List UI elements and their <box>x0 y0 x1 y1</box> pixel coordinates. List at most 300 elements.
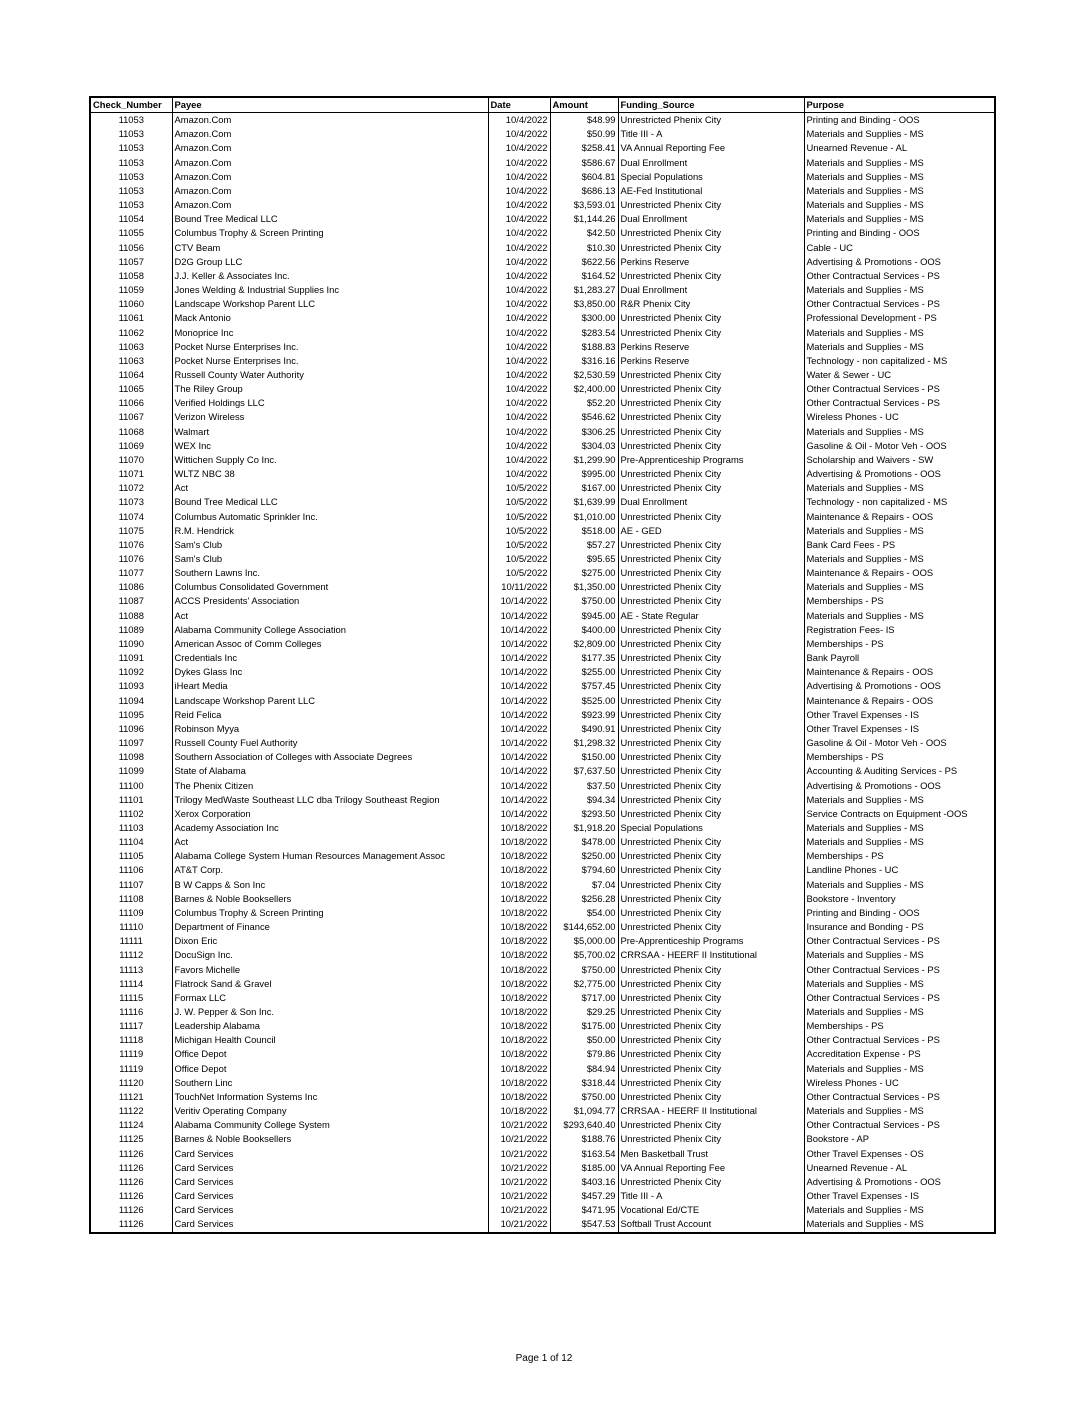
check-number-cell: 11064 <box>118 368 144 380</box>
payee-cell: Southern Lawns Inc. <box>172 566 488 580</box>
funding-source-cell: Unrestricted Phenix City <box>618 849 804 863</box>
payee-cell: Russell County Water Authority <box>172 368 488 382</box>
funding-source-cell: Unrestricted Phenix City <box>618 637 804 651</box>
table-row <box>90 1203 995 1217</box>
check-number-cell: 11106 <box>118 864 144 876</box>
funding-source-cell: Pre-Apprenticeship Programs <box>618 934 804 948</box>
table-row <box>90 1019 995 1033</box>
check-number-cell: 11056 <box>118 241 144 253</box>
check-number-cell: 11120 <box>118 1076 144 1088</box>
table-row <box>90 906 995 920</box>
date-cell: 10/18/2022 <box>488 1005 550 1019</box>
check-number-cell: 11065 <box>118 383 144 395</box>
funding-source-cell: Unrestricted Phenix City <box>618 708 804 722</box>
funding-source-cell: Unrestricted Phenix City <box>618 552 804 566</box>
date-cell: 10/4/2022 <box>488 141 550 155</box>
table-row <box>90 623 995 637</box>
check-number-cell: 11090 <box>118 637 144 649</box>
check-number-cell: 11071 <box>118 468 144 480</box>
payee-cell: Bound Tree Medical LLC <box>172 212 488 226</box>
funding-source-cell: Title III - A <box>618 1189 804 1203</box>
amount-cell: $177.35 <box>550 651 618 665</box>
amount-cell: $79.86 <box>550 1047 618 1061</box>
check-number-cell: 11057 <box>118 255 144 267</box>
funding-source-cell: Unrestricted Phenix City <box>618 467 804 481</box>
date-cell: 10/14/2022 <box>488 651 550 665</box>
check-number-cell: 11073 <box>118 496 144 508</box>
amount-cell: $94.34 <box>550 793 618 807</box>
date-cell: 10/4/2022 <box>488 269 550 283</box>
payee-cell: Office Depot <box>172 1062 488 1076</box>
amount-cell: $2,400.00 <box>550 382 618 396</box>
table-row <box>90 396 995 410</box>
payee-cell: Alabama Community College System <box>172 1118 488 1132</box>
purpose-cell: Technology - non capitalized - MS <box>804 354 995 368</box>
check-number-cell: 11092 <box>118 666 144 678</box>
payee-cell: Pocket Nurse Enterprises Inc. <box>172 354 488 368</box>
payee-cell: Act <box>172 481 488 495</box>
funding-source-cell: CRRSAA - HEERF II Institutional <box>618 948 804 962</box>
funding-source-cell: Perkins Reserve <box>618 340 804 354</box>
date-cell: 10/14/2022 <box>488 679 550 693</box>
amount-cell: $29.25 <box>550 1005 618 1019</box>
table-row <box>90 920 995 934</box>
check-number-cell: 11063 <box>118 354 144 366</box>
payee-cell: Card Services <box>172 1175 488 1189</box>
payee-cell: Sam's Club <box>172 552 488 566</box>
table-row <box>90 651 995 665</box>
check-number-cell: 11108 <box>118 892 144 904</box>
table-row <box>90 1189 995 1203</box>
payee-cell: Department of Finance <box>172 920 488 934</box>
payee-cell: Michigan Health Council <box>172 1033 488 1047</box>
check-number-cell: 11095 <box>118 708 144 720</box>
amount-cell: $255.00 <box>550 665 618 679</box>
funding-source-cell: Dual Enrollment <box>618 495 804 509</box>
funding-source-cell: VA Annual Reporting Fee <box>618 1161 804 1175</box>
funding-source-cell: Unrestricted Phenix City <box>618 736 804 750</box>
purpose-cell: Memberships - PS <box>804 849 995 863</box>
table-row <box>90 1005 995 1019</box>
purpose-cell: Materials and Supplies - MS <box>804 481 995 495</box>
date-cell: 10/4/2022 <box>488 311 550 325</box>
check-register-table <box>89 96 996 1234</box>
purpose-cell: Other Travel Expenses - IS <box>804 708 995 722</box>
date-cell: 10/4/2022 <box>488 425 550 439</box>
date-cell: 10/14/2022 <box>488 722 550 736</box>
page-number: Page 1 of 12 <box>515 1353 573 1364</box>
funding-source-cell: Unrestricted Phenix City <box>618 906 804 920</box>
amount-cell: $403.16 <box>550 1175 618 1189</box>
check-number-cell: 11098 <box>118 751 144 763</box>
amount-cell: $717.00 <box>550 991 618 1005</box>
purpose-cell: Materials and Supplies - MS <box>804 425 995 439</box>
purpose-cell: Maintenance & Repairs - OOS <box>804 665 995 679</box>
purpose-cell: Advertising & Promotions - OOS <box>804 255 995 269</box>
purpose-cell: Unearned Revenue - AL <box>804 141 995 155</box>
purpose-cell: Materials and Supplies - MS <box>804 948 995 962</box>
table-row <box>90 1175 995 1189</box>
date-cell: 10/4/2022 <box>488 368 550 382</box>
check-number-cell: 11060 <box>118 298 144 310</box>
funding-source-cell: Unrestricted Phenix City <box>618 226 804 240</box>
funding-source-cell: Perkins Reserve <box>618 255 804 269</box>
funding-source-cell: Men Basketball Trust <box>618 1147 804 1161</box>
purpose-cell: Printing and Binding - OOS <box>804 226 995 240</box>
table-row <box>90 255 995 269</box>
purpose-cell: Memberships - PS <box>804 637 995 651</box>
check-number-cell: 11093 <box>118 680 144 692</box>
check-number-cell: 11121 <box>118 1090 144 1102</box>
funding-source-cell: Special Populations <box>618 821 804 835</box>
purpose-cell: Insurance and Bonding - PS <box>804 920 995 934</box>
check-number-cell: 11119 <box>119 1062 144 1074</box>
funding-source-cell: Pre-Apprenticeship Programs <box>618 453 804 467</box>
amount-cell: $293.50 <box>550 807 618 821</box>
amount-cell: $2,530.59 <box>550 368 618 382</box>
check-number-cell: 11104 <box>118 836 144 848</box>
date-cell: 10/4/2022 <box>488 354 550 368</box>
table-row <box>90 1047 995 1061</box>
header-check-number: Check_Number <box>90 97 172 113</box>
purpose-cell: Other Contractual Services - PS <box>804 1033 995 1047</box>
amount-cell: $304.03 <box>550 439 618 453</box>
amount-cell: $478.00 <box>550 835 618 849</box>
purpose-cell: Materials and Supplies - MS <box>804 283 995 297</box>
payee-cell: Sam's Club <box>172 538 488 552</box>
amount-cell: $923.99 <box>550 708 618 722</box>
amount-cell: $1,298.32 <box>550 736 618 750</box>
payee-cell: Jones Welding & Industrial Supplies Inc <box>172 283 488 297</box>
table-row <box>90 609 995 623</box>
purpose-cell: Advertising & Promotions - OOS <box>804 679 995 693</box>
check-number-cell: 11114 <box>119 977 144 989</box>
payee-cell: Barnes & Noble Booksellers <box>172 892 488 906</box>
amount-cell: $50.99 <box>550 127 618 141</box>
table-row <box>90 580 995 594</box>
payee-cell: State of Alabama <box>172 764 488 778</box>
table-row <box>90 326 995 340</box>
amount-cell: $750.00 <box>550 1090 618 1104</box>
table-row <box>90 410 995 424</box>
table-row <box>90 283 995 297</box>
purpose-cell: Materials and Supplies - MS <box>804 609 995 623</box>
purpose-cell: Materials and Supplies - MS <box>804 1217 995 1232</box>
purpose-cell: Other Contractual Services - PS <box>804 1118 995 1132</box>
check-number-cell: 11053 <box>118 184 144 196</box>
date-cell: 10/5/2022 <box>488 481 550 495</box>
funding-source-cell: CRRSAA - HEERF II Institutional <box>618 1104 804 1118</box>
date-cell: 10/5/2022 <box>488 510 550 524</box>
date-cell: 10/18/2022 <box>488 863 550 877</box>
funding-source-cell: Unrestricted Phenix City <box>618 382 804 396</box>
funding-source-cell: Unrestricted Phenix City <box>618 779 804 793</box>
funding-source-cell: Unrestricted Phenix City <box>618 991 804 1005</box>
check-number-cell: 11053 <box>118 156 144 168</box>
table-row <box>90 1033 995 1047</box>
table-row <box>90 297 995 311</box>
date-cell: 10/14/2022 <box>488 807 550 821</box>
payee-cell: D2G Group LLC <box>172 255 488 269</box>
table-row <box>90 807 995 821</box>
check-number-cell: 11066 <box>118 397 144 409</box>
date-cell: 10/21/2022 <box>488 1217 550 1232</box>
check-number-cell: 11086 <box>118 581 144 593</box>
header-purpose: Purpose <box>804 97 995 113</box>
table-row <box>90 750 995 764</box>
funding-source-cell: Unrestricted Phenix City <box>618 396 804 410</box>
date-cell: 10/18/2022 <box>488 977 550 991</box>
table-row <box>90 170 995 184</box>
payee-cell: ACCS Presidents' Association <box>172 594 488 608</box>
funding-source-cell: Unrestricted Phenix City <box>618 538 804 552</box>
purpose-cell: Materials and Supplies - MS <box>804 1104 995 1118</box>
header-row <box>90 97 995 113</box>
table-row <box>90 354 995 368</box>
table-row <box>90 878 995 892</box>
amount-cell: $1,010.00 <box>550 510 618 524</box>
date-cell: 10/4/2022 <box>488 453 550 467</box>
amount-cell: $54.00 <box>550 906 618 920</box>
funding-source-cell: Unrestricted Phenix City <box>618 977 804 991</box>
date-cell: 10/18/2022 <box>488 835 550 849</box>
payee-cell: Xerox Corporation <box>172 807 488 821</box>
amount-cell: $686.13 <box>550 184 618 198</box>
table-row <box>90 510 995 524</box>
purpose-cell: Gasoline & Oil - Motor Veh - OOS <box>804 736 995 750</box>
amount-cell: $750.00 <box>550 594 618 608</box>
check-number-cell: 11102 <box>118 807 144 819</box>
check-number-cell: 11076 <box>118 553 144 564</box>
funding-source-cell: Unrestricted Phenix City <box>618 481 804 495</box>
payee-cell: Flatrock Sand & Gravel <box>172 977 488 991</box>
payee-cell: Trilogy MedWaste Southeast LLC dba Trilogy Southeast Region <box>172 793 488 807</box>
check-number-cell: 11067 <box>118 411 144 423</box>
amount-cell: $318.44 <box>550 1076 618 1090</box>
funding-source-cell: Unrestricted Phenix City <box>618 651 804 665</box>
date-cell: 10/4/2022 <box>488 212 550 226</box>
funding-source-cell: Vocational Ed/CTE <box>618 1203 804 1217</box>
amount-cell: $457.29 <box>550 1189 618 1203</box>
payee-cell: The Phenix Citizen <box>172 779 488 793</box>
table-row <box>90 821 995 835</box>
check-number-cell: 11061 <box>118 312 144 324</box>
funding-source-cell: Unrestricted Phenix City <box>618 1019 804 1033</box>
table-row <box>90 665 995 679</box>
purpose-cell: Memberships - PS <box>804 1019 995 1033</box>
table-row <box>90 694 995 708</box>
check-number-cell: 11074 <box>118 510 144 522</box>
payee-cell: Robinson Myya <box>172 722 488 736</box>
payee-cell: Russell County Fuel Authority <box>172 736 488 750</box>
amount-cell: $42.50 <box>550 226 618 240</box>
check-number-cell: 11126 <box>118 1147 144 1159</box>
check-number-cell: 11124 <box>118 1119 144 1131</box>
payee-cell: Mack Antonio <box>172 311 488 325</box>
funding-source-cell: AE - GED <box>618 524 804 538</box>
table-row <box>90 198 995 212</box>
funding-source-cell: Unrestricted Phenix City <box>618 566 804 580</box>
purpose-cell: Bookstore - Inventory <box>804 892 995 906</box>
table-row <box>90 226 995 240</box>
date-cell: 10/18/2022 <box>488 1019 550 1033</box>
funding-source-cell: Unrestricted Phenix City <box>618 439 804 453</box>
purpose-cell: Other Travel Expenses - OS <box>804 1147 995 1161</box>
date-cell: 10/4/2022 <box>488 226 550 240</box>
amount-cell: $275.00 <box>550 566 618 580</box>
check-number-cell: 11126 <box>118 1218 144 1230</box>
table-row <box>90 453 995 467</box>
table-row <box>90 977 995 991</box>
date-cell: 10/14/2022 <box>488 736 550 750</box>
payee-cell: Landscape Workshop Parent LLC <box>172 694 488 708</box>
payee-cell: Act <box>172 609 488 623</box>
amount-cell: $283.54 <box>550 326 618 340</box>
amount-cell: $794.60 <box>550 863 618 877</box>
check-number-cell: 11094 <box>118 694 144 706</box>
payee-cell: Academy Association Inc <box>172 821 488 835</box>
funding-source-cell: Unrestricted Phenix City <box>618 835 804 849</box>
table-row <box>90 849 995 863</box>
table-row <box>90 835 995 849</box>
payee-cell: Dixon Eric <box>172 934 488 948</box>
amount-cell: $1,918.20 <box>550 821 618 835</box>
table-row <box>90 340 995 354</box>
amount-cell: $757.45 <box>550 679 618 693</box>
funding-source-cell: Unrestricted Phenix City <box>618 1062 804 1076</box>
check-number-cell: 11059 <box>118 284 144 296</box>
check-number-cell: 11115 <box>119 991 144 1003</box>
payee-cell: Pocket Nurse Enterprises Inc. <box>172 340 488 354</box>
date-cell: 10/14/2022 <box>488 594 550 608</box>
table-row <box>90 1090 995 1104</box>
purpose-cell: Service Contracts on Equipment -OOS <box>804 807 995 821</box>
check-number-cell: 11109 <box>118 906 144 918</box>
purpose-cell: Materials and Supplies - MS <box>804 835 995 849</box>
check-number-cell: 11125 <box>118 1133 144 1145</box>
amount-cell: $167.00 <box>550 481 618 495</box>
funding-source-cell: Unrestricted Phenix City <box>618 269 804 283</box>
amount-cell: $95.65 <box>550 552 618 566</box>
purpose-cell: Bank Card Fees - PS <box>804 538 995 552</box>
amount-cell: $10.30 <box>550 241 618 255</box>
purpose-cell: Wireless Phones - UC <box>804 1076 995 1090</box>
purpose-cell: Materials and Supplies - MS <box>804 793 995 807</box>
purpose-cell: Materials and Supplies - MS <box>804 1203 995 1217</box>
purpose-cell: Landline Phones - UC <box>804 863 995 877</box>
check-number-cell: 11072 <box>118 482 144 494</box>
table-row <box>90 934 995 948</box>
check-number-cell: 11117 <box>119 1020 144 1032</box>
table-row <box>90 566 995 580</box>
purpose-cell: Advertising & Promotions - OOS <box>804 1175 995 1189</box>
purpose-cell: Materials and Supplies - MS <box>804 340 995 354</box>
amount-cell: $7,637.50 <box>550 764 618 778</box>
table-row <box>90 311 995 325</box>
purpose-cell: Materials and Supplies - MS <box>804 1005 995 1019</box>
table-row <box>90 991 995 1005</box>
payee-cell: Alabama College System Human Resources Management Assoc <box>172 849 488 863</box>
table-row <box>90 1147 995 1161</box>
funding-source-cell: Special Populations <box>618 170 804 184</box>
amount-cell: $2,775.00 <box>550 977 618 991</box>
table-row <box>90 793 995 807</box>
amount-cell: $256.28 <box>550 892 618 906</box>
payee-cell: Columbus Automatic Sprinkler Inc. <box>172 510 488 524</box>
purpose-cell: Materials and Supplies - MS <box>804 1062 995 1076</box>
check-number-cell: 11091 <box>118 652 144 664</box>
funding-source-cell: Unrestricted Phenix City <box>618 764 804 778</box>
date-cell: 10/18/2022 <box>488 920 550 934</box>
purpose-cell: Maintenance & Repairs - OOS <box>804 694 995 708</box>
amount-cell: $293,640.40 <box>550 1118 618 1132</box>
check-number-cell: 11126 <box>118 1204 144 1216</box>
check-number-cell: 11055 <box>118 227 144 239</box>
payee-cell: Amazon.Com <box>172 156 488 170</box>
purpose-cell: Materials and Supplies - MS <box>804 127 995 141</box>
table-row <box>90 1104 995 1118</box>
purpose-cell: Printing and Binding - OOS <box>804 906 995 920</box>
funding-source-cell: Dual Enrollment <box>618 156 804 170</box>
payee-cell: Card Services <box>172 1161 488 1175</box>
purpose-cell: Materials and Supplies - MS <box>804 821 995 835</box>
table-row <box>90 948 995 962</box>
table-row <box>90 368 995 382</box>
payee-cell: Reid Felica <box>172 708 488 722</box>
payee-cell: Office Depot <box>172 1047 488 1061</box>
check-number-cell: 11077 <box>118 567 144 579</box>
payee-cell: Amazon.Com <box>172 184 488 198</box>
funding-source-cell: Unrestricted Phenix City <box>618 580 804 594</box>
purpose-cell: Materials and Supplies - MS <box>804 580 995 594</box>
check-number-cell: 11112 <box>119 949 144 961</box>
purpose-cell: Materials and Supplies - MS <box>804 212 995 226</box>
funding-source-cell: Unrestricted Phenix City <box>618 863 804 877</box>
purpose-cell: Maintenance & Repairs - OOS <box>804 566 995 580</box>
header-payee: Payee <box>172 97 488 113</box>
table-row <box>90 1062 995 1076</box>
check-number-cell: 11105 <box>118 850 144 862</box>
date-cell: 10/18/2022 <box>488 906 550 920</box>
funding-source-cell: Unrestricted Phenix City <box>618 722 804 736</box>
amount-cell: $175.00 <box>550 1019 618 1033</box>
date-cell: 10/4/2022 <box>488 198 550 212</box>
funding-source-cell: Unrestricted Phenix City <box>618 1005 804 1019</box>
funding-source-cell: Unrestricted Phenix City <box>618 963 804 977</box>
check-number-cell: 11096 <box>118 722 144 734</box>
check-number-cell: 11053 <box>118 114 144 126</box>
payee-cell: Leadership Alabama <box>172 1019 488 1033</box>
date-cell: 10/14/2022 <box>488 793 550 807</box>
funding-source-cell: Unrestricted Phenix City <box>618 1175 804 1189</box>
table-row <box>90 1076 995 1090</box>
date-cell: 10/4/2022 <box>488 283 550 297</box>
date-cell: 10/21/2022 <box>488 1189 550 1203</box>
date-cell: 10/18/2022 <box>488 878 550 892</box>
payee-cell: Columbus Consolidated Government <box>172 580 488 594</box>
check-number-cell: 11100 <box>118 779 144 791</box>
date-cell: 10/4/2022 <box>488 467 550 481</box>
table-row <box>90 1118 995 1132</box>
date-cell: 10/14/2022 <box>488 764 550 778</box>
date-cell: 10/21/2022 <box>488 1132 550 1146</box>
purpose-cell: Water & Sewer - UC <box>804 368 995 382</box>
date-cell: 10/4/2022 <box>488 340 550 354</box>
table-row <box>90 439 995 453</box>
funding-source-cell: Unrestricted Phenix City <box>618 807 804 821</box>
date-cell: 10/14/2022 <box>488 665 550 679</box>
table-row <box>90 241 995 255</box>
